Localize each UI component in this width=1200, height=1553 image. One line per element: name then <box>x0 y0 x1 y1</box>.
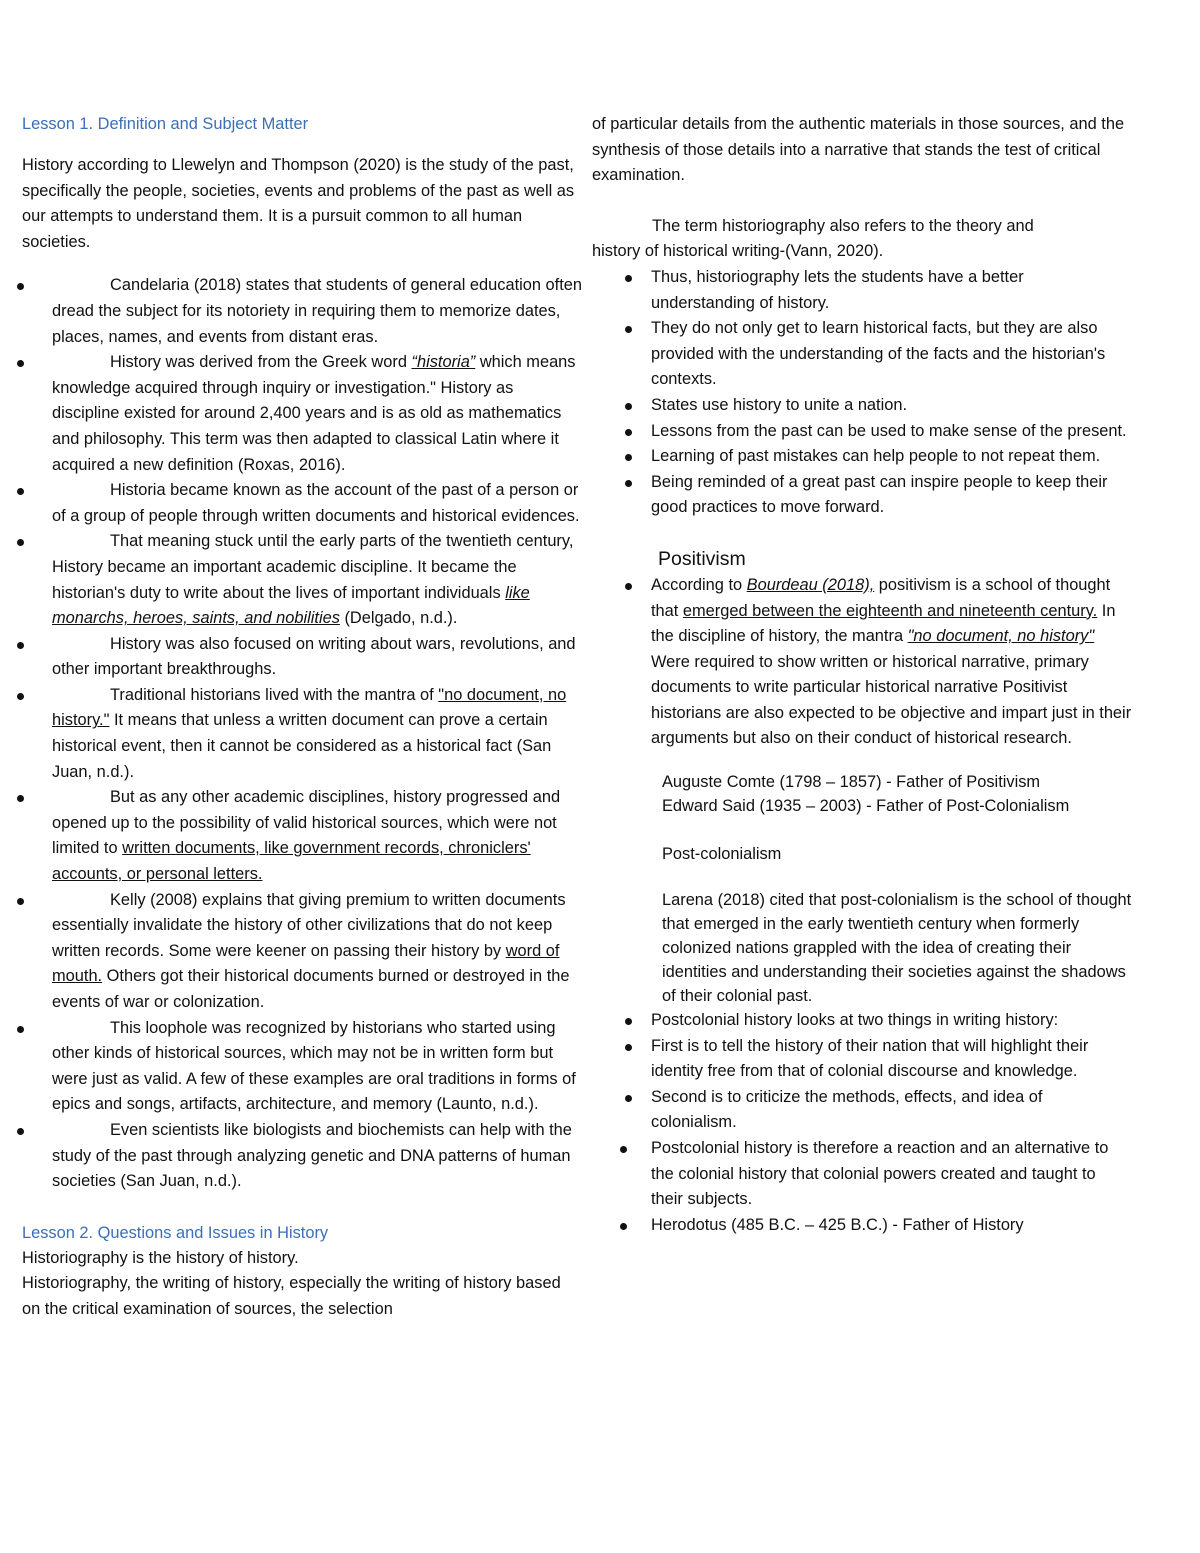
list-item: States use history to unite a nation. <box>592 393 1132 419</box>
term-paragraph-line2: history of historical writing-(Vann, 2020). <box>592 242 884 261</box>
mantra-quote: "no document, no history" <box>907 627 1095 646</box>
list-item: But as any other academic disciplines, history progressed and opened up to the possibility of valid historical sources, which were not limited to written documents, like government records, chroniclers' accounts, or personal letters. <box>22 785 582 887</box>
list-item: That meaning stuck until the early parts of the twentieth century, History became an important academic discipline. It became the historian's duty to write about the lives of important individuals like monarchs, heroes, saints, and nobilities (Delgado, n.d.). <box>22 529 582 631</box>
bullet-icon <box>625 429 632 436</box>
bullet-icon <box>620 1146 627 1153</box>
bullet-icon <box>625 326 632 333</box>
important-individuals: like monarchs, heroes, saints, and nobilities <box>52 583 530 628</box>
lesson1-heading: Lesson 1. Definition and Subject Matter <box>22 115 309 133</box>
bullet-icon <box>17 488 24 495</box>
lesson2-heading: Lesson 2. Questions and Issues in History <box>22 1223 329 1242</box>
historia-term: “historia” <box>411 353 476 372</box>
larena-paragraph: Larena (2018) cited that post-colonialism is the school of thought that emerged in the early twentieth century when formerly colonized nations grappled with the idea of creating their identities and understanding their societies against the shadows of their colonial past. <box>662 891 1132 1006</box>
list-item: Postcolonial history looks at two things in writing history: <box>592 1008 1132 1034</box>
list-item: Postcolonial history is therefore a reaction and an alternative to the colonial history that colonial powers created and taught to their subjects. <box>592 1136 1132 1213</box>
right-column <box>592 112 1132 1238</box>
historiography-bullet-list <box>592 265 1132 521</box>
list-item: Traditional historians lived with the mantra of "no document, no history." It means that unless a written document can prove a certain historical event, then it cannot be considered as a historical fact (San Juan, n.d.). <box>22 683 582 785</box>
list-item: Being reminded of a great past can inspire people to keep their good practices to move forward. <box>592 470 1132 521</box>
bullet-icon <box>17 795 24 802</box>
bullet-icon <box>17 642 24 649</box>
list-item: Kelly (2008) explains that giving premium to written documents essentially invalidate the history of other civilizations that do not keep written records. Some were keener on passing their history by word of mouth. Others got their historical documents burned or destroyed in the events of war or colonization. <box>22 888 582 1016</box>
bullet-icon <box>17 1026 24 1033</box>
bullet-icon <box>625 275 632 282</box>
list-item: They do not only get to learn historical facts, but they are also provided with the understanding of the facts and the historian's contexts. <box>592 316 1132 393</box>
list-item: First is to tell the history of their nation that will highlight their identity free from that of colonial discourse and knowledge. <box>592 1034 1132 1085</box>
historiography-writing: Historiography, the writing of history, especially the writing of history based on the critical examination of sources, the selection <box>22 1274 561 1318</box>
mantra-quote: "no document, no history." <box>52 685 567 730</box>
bullet-icon <box>17 539 24 546</box>
list-item: History was derived from the Greek word “historia” which means knowledge acquired through inquiry or investigation." History as discipline existed for around 2,400 years and is as old as mathematics and philosophy. This term was then adapted to classical Latin where it acquired a new definition (Roxas, 2016). <box>22 350 582 478</box>
lesson1-bullet-list <box>22 273 582 1194</box>
continuation-paragraph: of particular details from the authentic materials in those sources, and the synthesis of those details into a narrative that stands the test of critical examination. <box>592 115 1125 185</box>
bullet-icon <box>625 403 632 410</box>
bullet-icon <box>625 480 632 487</box>
list-item: Lessons from the past can be used to make sense of the present. <box>592 419 1132 445</box>
bullet-icon <box>17 360 24 367</box>
list-item: Second is to criticize the methods, effects, and idea of colonialism. <box>592 1085 1132 1136</box>
term-paragraph-line1: The term historiography also refers to the theory and <box>652 216 1034 235</box>
bullet-icon <box>17 693 24 700</box>
historiography-definition: Historiography is the history of history. <box>22 1248 299 1267</box>
emerged-phrase: emerged between the eighteenth and nineteenth century. <box>682 601 1098 620</box>
bourdeau-citation: Bourdeau (2018), <box>746 575 875 594</box>
bullet-icon <box>625 583 632 590</box>
bullet-icon <box>625 1044 632 1051</box>
list-item: Historia became known as the account of the past of a person or of a group of people through written documents and historical evidences. <box>22 478 582 529</box>
positivism-heading: Positivism <box>658 547 746 570</box>
bullet-icon <box>17 1128 24 1135</box>
list-item: History was also focused on writing about wars, revolutions, and other important breakthroughs. <box>22 632 582 683</box>
list-item: Even scientists like biologists and biochemists can help with the study of the past through analyzing genetic and DNA patterns of human societies (San Juan, n.d.). <box>22 1118 582 1195</box>
bullet-icon <box>625 1095 632 1102</box>
bullet-icon <box>17 898 24 905</box>
postcolonialism-heading: Post-colonialism <box>662 845 782 864</box>
written-documents-phrase: written documents, like government records, chroniclers' accounts, or personal letters. <box>52 839 531 884</box>
word-of-mouth-phrase: word of mouth. <box>52 941 560 986</box>
comte-line: Auguste Comte (1798 – 1857) - Father of Positivism <box>662 773 1041 792</box>
bullet-icon <box>17 283 24 290</box>
bullet-icon <box>625 1018 632 1025</box>
bullet-icon <box>620 1223 627 1230</box>
bullet-icon <box>625 454 632 461</box>
positivism-list <box>592 573 1132 752</box>
list-item: This loophole was recognized by historians who started using other kinds of historical sources, which may not be in written form but were just as valid. A few of these examples are oral traditions in forms of epics and songs, artifacts, architecture, and memory (Launto, n.d.). <box>22 1016 582 1118</box>
intro-paragraph: History according to Llewelyn and Thompson (2020) is the study of the past, specifically the people, societies, events and problems of the past as well as our attempts to understand them. It is a pursuit common to all human societies. <box>22 156 575 251</box>
list-item: According to Bourdeau (2018), positivism is a school of thought that emerged between the eighteenth and nineteenth century. In the discipline of history, the mantra "no document, no history" Were required to show written or historical narrative, primary documents to write particular historical narrative Positivist historians are also expected to be objective and impart just in their arguments but also on their conduct of historical research. <box>592 573 1132 752</box>
list-item: Learning of past mistakes can help people to not repeat them. <box>592 444 1132 470</box>
postcolonial-list <box>592 1008 1132 1238</box>
left-column <box>22 112 582 1323</box>
list-item: Herodotus (485 B.C. – 425 B.C.) - Father of History <box>592 1213 1132 1239</box>
said-line: Edward Said (1935 – 2003) - Father of Post-Colonialism <box>662 797 1070 816</box>
list-item: Thus, historiography lets the students have a better understanding of history. <box>592 265 1132 316</box>
list-item: Candelaria (2018) states that students of general education often dread the subject for its notoriety in requiring them to memorize dates, places, names, and events from distant eras. <box>22 273 582 350</box>
